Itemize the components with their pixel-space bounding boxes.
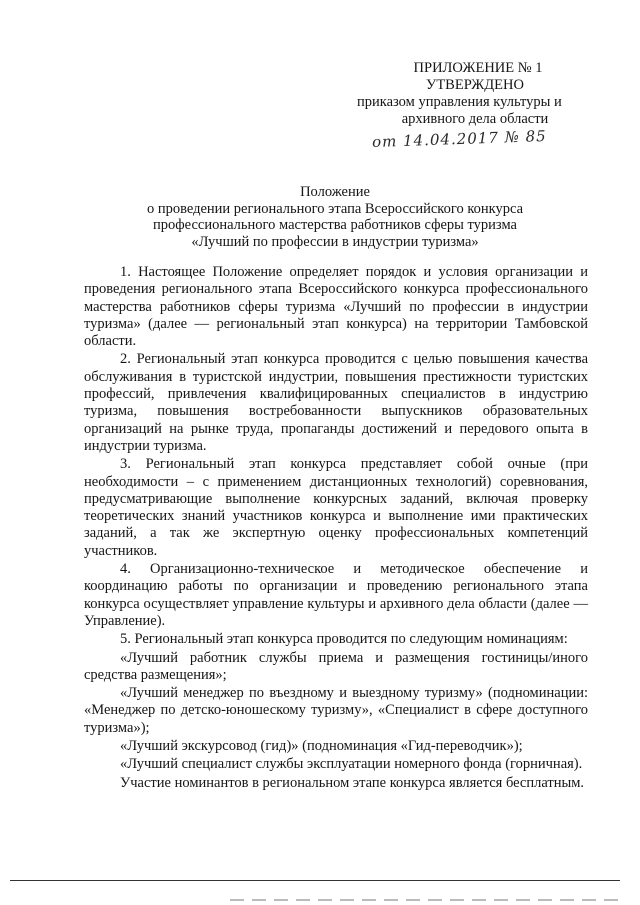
nomination-4: «Лучший специалист службы эксплуатации номерного фонда (горничная). (120, 756, 583, 773)
paragraph-4: 4. Организационно-техническое и методическое обеспечение и координацию работы по организации и проведению регионального этапа конкурса осуществляет управление культуры и архивного дела области (далее — Управление). (84, 561, 588, 629)
paragraph-3: 3. Региональный этап конкурса представляет собой очные (при необходимости – с применением дистанционных технологий) соревнования, предусматривающие выполнение конкурсных заданий, включая проверку теоретических знаний участников конкурса и выполнение ими практических заданий, а так же экспертную оценку профессиональных компетенций участников. (84, 456, 588, 559)
handwritten-date-number: от 14.04.2017 № 85 (371, 126, 547, 152)
title-line-4: «Лучший по профессии в индустрии туризма» (191, 233, 479, 250)
title-line-3: профессионального мастерства работников сферы туризма (153, 217, 517, 233)
paragraph-1: 1. Настоящее Положение определяет порядок и условия организации и проведения регионального этапа Всероссийского конкурса профессионального мастерства работников сферы туризма «Лучший по профессии в индустрии туризма» (далее — региональный этап конкурса) на территории Тамбовской области. (84, 264, 588, 350)
document-title (110, 184, 560, 250)
footer-divider (10, 880, 620, 881)
title-line-2: о проведении регионального этапа Всероссийского конкурса (146, 200, 524, 217)
scan-artifact-line (230, 899, 620, 901)
nomination-3: «Лучший экскурсовод (гид)» (подноминация «Гид-переводчик»); (120, 738, 523, 755)
order-line-2: архивного дела области (401, 111, 549, 127)
approved-label: УТВЕРЖДЕНО (426, 77, 524, 93)
title-line-1: Положение (300, 184, 370, 200)
paragraph-2: 2. Региональный этап конкурса проводится с целью повышения качества обслуживания в туристской индустрии, повышения престижности туристских профессий, привлечения квалифицированных специалистов в индустрию туризма, повышения востребованности выпускников образовательных организаций на рынке труда, пропаганды достижений и передового опыта в индустрии туризма. (84, 351, 588, 454)
document-body (84, 264, 588, 792)
appendix-number: ПРИЛОЖЕНИЕ № 1 (413, 60, 543, 76)
nomination-2: «Лучший менеджер по въездному и выездному туризму» (подноминации: «Менеджер по детско-юношескому туризму», «Специалист в сфере доступного туризма»); (84, 685, 588, 736)
approval-stamp-block (357, 60, 590, 128)
participation-note: Участие номинантов в региональном этапе конкурса является бесплатным. (120, 774, 585, 791)
order-line-1: приказом управления культуры и (357, 94, 562, 110)
nomination-1: «Лучший работник службы приема и размещения гостиницы/иного средства размещения»; (84, 649, 588, 683)
paragraph-5: 5. Региональный этап конкурса проводится по следующим номинациям: (120, 631, 568, 648)
